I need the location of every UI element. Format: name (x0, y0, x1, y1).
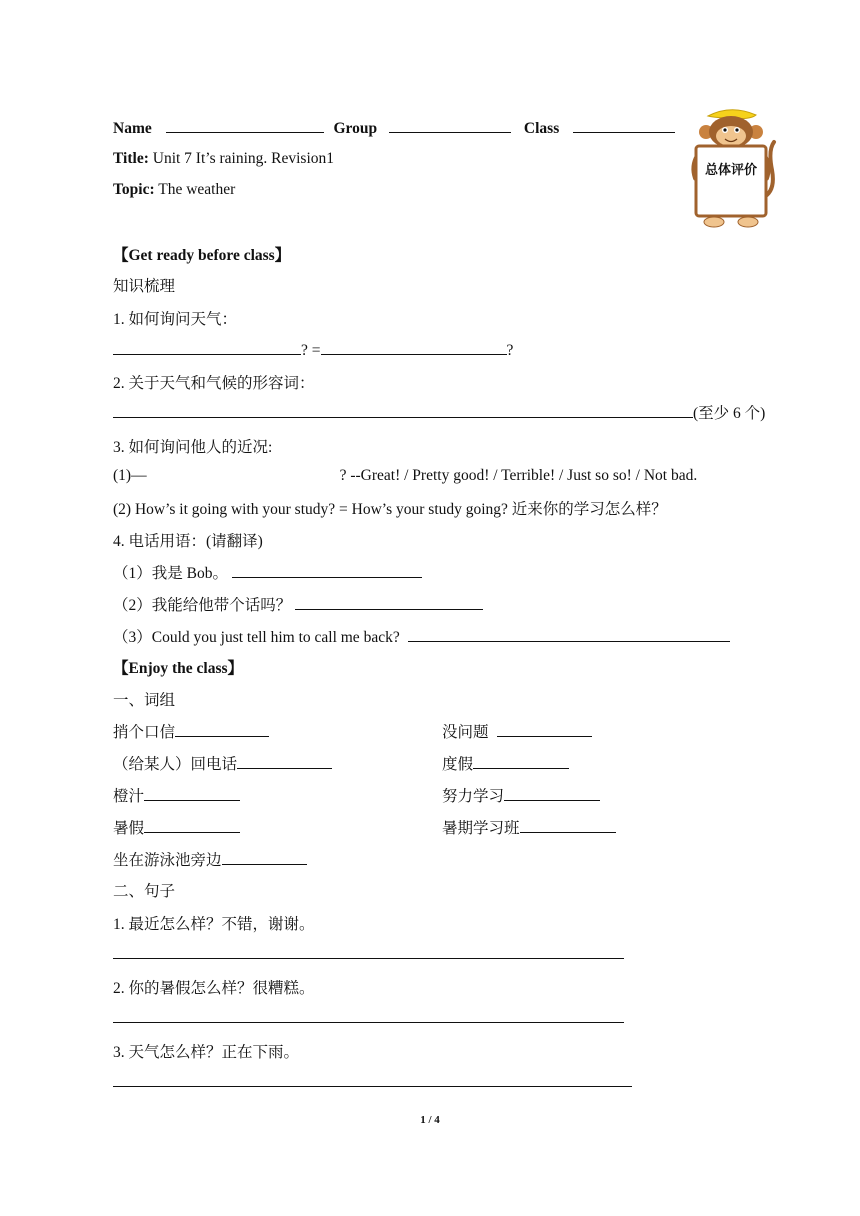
phrase-item (113, 816, 240, 838)
phrase-item (113, 720, 269, 742)
q2-answer-row (113, 401, 765, 423)
sentence-answer-line[interactable] (113, 1086, 632, 1087)
group-label: Group (333, 120, 378, 137)
phrase-text: 坐在游泳池旁边 (113, 852, 222, 869)
phrase-blank[interactable] (144, 786, 240, 801)
phrase-text: 暑期学习班 (442, 820, 520, 837)
name-field[interactable] (166, 118, 324, 133)
title-label: Title: (113, 150, 149, 167)
class-label: Class (523, 120, 560, 137)
phrase-text: 捎个口信 (113, 724, 176, 741)
q3-2-line: (2) How’s it going with your study? = How’s your study going? 近来你的学习怎么样？ (113, 501, 667, 518)
sentences-heading: 二、句子 (113, 883, 176, 900)
phrase-item (113, 784, 240, 806)
knowledge-subheading: 知识梳理 (113, 278, 176, 295)
phrase-blank[interactable] (144, 818, 240, 833)
q3-label: 3. 如何询问他人的近况: (113, 439, 273, 456)
class-field[interactable] (573, 118, 675, 133)
page-number: 1 / 4 (420, 1114, 440, 1126)
q1-blank-1[interactable] (113, 340, 301, 355)
phrase-text: 努力学习 (442, 788, 505, 805)
sentence-answer-line[interactable] (113, 958, 624, 959)
sentence-prompt: 2. 你的暑假怎么样？很糟糕。 (113, 980, 315, 997)
q4-3-row (113, 625, 730, 647)
topic-label: Topic: (113, 181, 155, 198)
phrase-item (113, 848, 307, 870)
q4-2-row (113, 593, 483, 615)
group-field[interactable] (389, 118, 511, 133)
phrase-item (442, 752, 569, 774)
phrase-blank[interactable] (222, 850, 307, 865)
name-group-class-row (113, 118, 675, 138)
sentence-prompt: 3. 天气怎么样？正在下雨。 (113, 1044, 300, 1061)
phrase-text: 度假 (442, 756, 474, 773)
q4-1-text: （1）我是 Bob。 (113, 565, 228, 582)
phrase-item (442, 816, 616, 838)
phrase-text: 橙汁 (113, 788, 145, 805)
q4-2-text: （2）我能给他带个话吗？ (113, 597, 292, 614)
phrase-blank[interactable] (497, 722, 592, 737)
q1-end: ? (506, 342, 514, 359)
q4-label: 4. 电话用语：(请翻译) (113, 533, 263, 550)
enjoy-heading: 【Enjoy the class】 (113, 660, 244, 677)
phrase-text: 没问题 (442, 724, 489, 741)
phrase-item (442, 784, 600, 806)
q1-mid: ? = (301, 342, 321, 359)
phrase-item (113, 752, 332, 774)
topic-line (113, 181, 235, 199)
sentence-prompt: 1. 最近怎么样？不错，谢谢。 (113, 916, 315, 933)
phrase-blank[interactable] (175, 722, 269, 737)
phrases-heading: 一、词组 (113, 692, 176, 709)
get-ready-heading: 【Get ready before class】 (113, 247, 291, 264)
q3-1-end: ? --Great! / Pretty good! / Terrible! / Just so so! / Not bad. (339, 467, 698, 484)
q3-1-row (113, 467, 697, 485)
name-label: Name (113, 120, 152, 137)
sentence-answer-line[interactable] (113, 1022, 624, 1023)
q1-answer-row (113, 340, 513, 360)
q2-label: 2. 关于天气和气候的形容词： (113, 375, 315, 392)
phrase-text: 暑假 (113, 820, 145, 837)
q2-blank[interactable] (113, 403, 693, 418)
phrase-blank[interactable] (504, 786, 600, 801)
q1-blank-2[interactable] (321, 340, 507, 355)
badge-text: 总体评价 (704, 163, 758, 178)
q4-3-text: （3）Could you just tell him to call me back? (113, 629, 400, 646)
q4-1-blank[interactable] (232, 563, 422, 578)
monkey-evaluation-badge-icon (684, 106, 778, 230)
phrase-blank[interactable] (237, 754, 332, 769)
phrase-item (442, 720, 592, 742)
q4-2-blank[interactable] (295, 595, 483, 610)
topic-value: The weather (158, 181, 236, 198)
phrase-blank[interactable] (473, 754, 569, 769)
phrase-blank[interactable] (520, 818, 616, 833)
q1-label: 1. 如何询问天气： (113, 311, 238, 328)
q4-1-row (113, 561, 422, 583)
q2-note: (至少 6 个) (693, 405, 766, 422)
phrase-text: （给某人）回电话 (113, 756, 238, 773)
title-line (113, 150, 334, 168)
q4-3-blank[interactable] (408, 627, 730, 642)
title-value: Unit 7 It’s raining. Revision1 (152, 150, 335, 167)
q3-1-start: (1)— (113, 467, 147, 484)
